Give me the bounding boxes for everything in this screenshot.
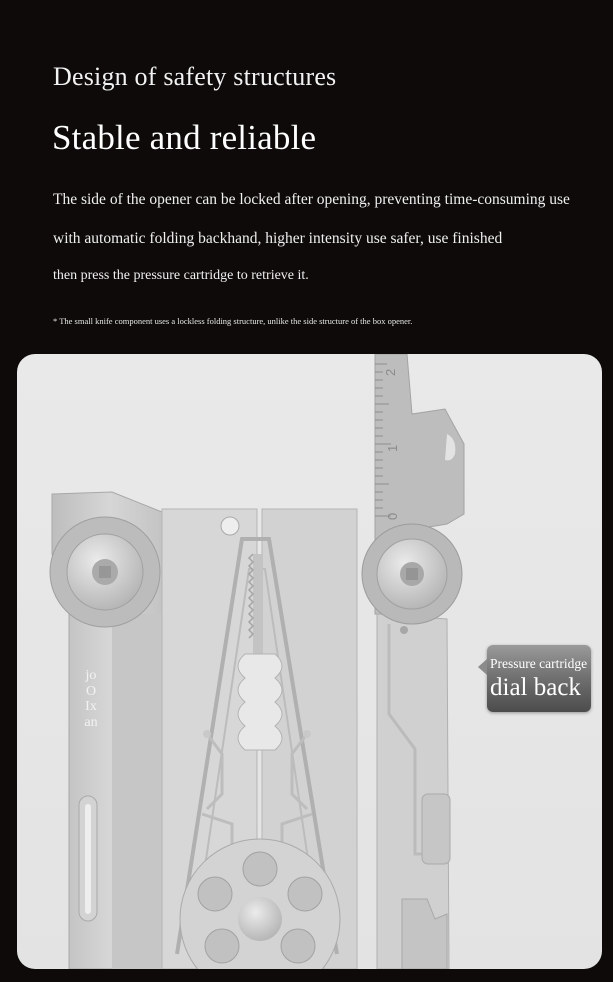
description-line-2: with automatic folding backhand, higher intensity use safer, use finished: [53, 230, 503, 247]
hero-text-section: [0, 0, 613, 345]
ruler-mark-2: 2: [383, 368, 398, 376]
section-title: Stable and reliable: [52, 118, 317, 157]
description-line-3: then press the pressure cartridge to retrieve it.: [53, 268, 309, 283]
pressure-cartridge-callout: [487, 645, 591, 712]
callout-heading: dial back: [490, 674, 581, 701]
footnote: * The small knife component uses a lockless folding structure, unlike the side structure of the box opener.: [53, 316, 413, 326]
section-subtitle: Design of safety structures: [53, 62, 337, 91]
callout-label: Pressure cartridge: [490, 656, 588, 671]
ruler-mark-0: 0: [385, 512, 400, 520]
description-line-1: The side of the opener can be locked after opening, preventing time-consuming use: [53, 191, 570, 208]
brand-engraving: joOIxan: [84, 668, 98, 730]
ruler-mark-1: 1: [385, 444, 400, 452]
